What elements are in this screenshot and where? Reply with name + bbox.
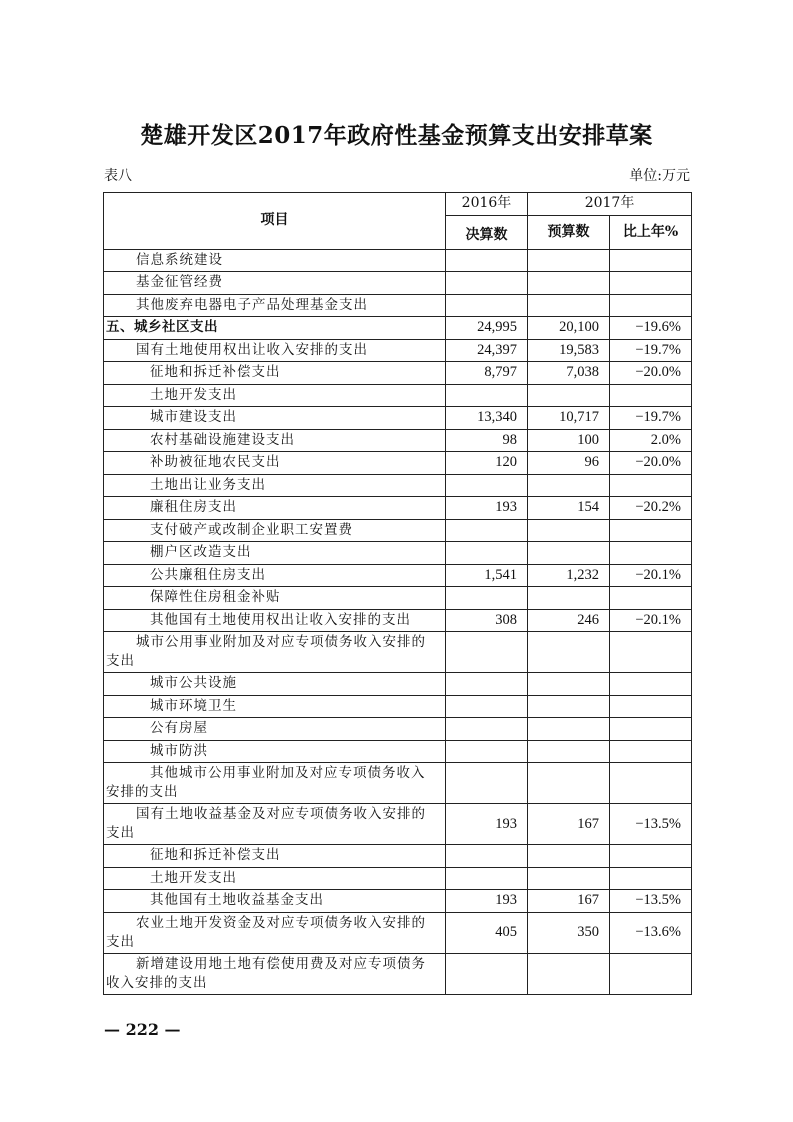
header-year-2016: 2016年 (446, 193, 528, 216)
table-row (104, 407, 692, 430)
table-row (104, 339, 692, 362)
row-item-label: 补助被征地农民支出 (104, 452, 446, 475)
row-item-label: 支付破产或改制企业职工安置费 (104, 519, 446, 542)
table-row (104, 740, 692, 763)
row-value-2017-budget (528, 587, 610, 610)
row-value-2016-final: 193 (446, 804, 528, 845)
row-value-2016-final: 120 (446, 452, 528, 475)
row-value-2017-budget: 350 (528, 912, 610, 953)
table-row (104, 564, 692, 587)
row-value-2017-budget: 100 (528, 429, 610, 452)
row-item-label: 城市环境卫生 (104, 695, 446, 718)
row-value-2016-final (446, 249, 528, 272)
table-row (104, 718, 692, 741)
table-row (104, 587, 692, 610)
row-value-2016-final (446, 384, 528, 407)
table-row (104, 384, 692, 407)
row-item-label: 城市防洪 (104, 740, 446, 763)
row-value-2017-budget (528, 384, 610, 407)
row-value-2017-budget: 246 (528, 609, 610, 632)
row-item-label: 其他废弃电器电子产品处理基金支出 (104, 294, 446, 317)
budget-table (103, 192, 692, 995)
header-year-2017: 2017年 (528, 193, 692, 216)
row-change-percent: −20.0% (610, 362, 692, 385)
table-row (104, 632, 692, 673)
row-item-label: 国有土地收益基金及对应专项债务收入安排的支出 (104, 804, 446, 845)
row-value-2016-final (446, 519, 528, 542)
row-item-label: 农村基础设施建设支出 (104, 429, 446, 452)
row-item-label: 土地开发支出 (104, 384, 446, 407)
row-change-percent: −20.1% (610, 564, 692, 587)
table-row (104, 763, 692, 804)
row-item-label: 新增建设用地土地有偿使用费及对应专项债务收入安排的支出 (104, 953, 446, 994)
row-change-percent: −13.5% (610, 804, 692, 845)
row-value-2017-budget: 7,038 (528, 362, 610, 385)
row-value-2017-budget (528, 474, 610, 497)
table-row (104, 362, 692, 385)
row-value-2017-budget (528, 718, 610, 741)
header-change: 比上年% (610, 215, 692, 249)
row-item-label: 国有土地使用权出让收入安排的支出 (104, 339, 446, 362)
row-value-2017-budget (528, 294, 610, 317)
row-value-2017-budget: 19,583 (528, 339, 610, 362)
table-row (104, 673, 692, 696)
row-value-2016-final: 13,340 (446, 407, 528, 430)
row-value-2016-final (446, 718, 528, 741)
row-change-percent (610, 673, 692, 696)
table-row (104, 912, 692, 953)
row-change-percent (610, 845, 692, 868)
row-item-label: 城市公共设施 (104, 673, 446, 696)
row-item-label: 棚户区改造支出 (104, 542, 446, 565)
table-row (104, 452, 692, 475)
table-row (104, 890, 692, 913)
row-value-2016-final: 193 (446, 890, 528, 913)
row-change-percent (610, 587, 692, 610)
row-item-label: 城市公用事业附加及对应专项债务收入安排的支出 (104, 632, 446, 673)
row-value-2016-final (446, 740, 528, 763)
row-item-label: 信息系统建设 (104, 249, 446, 272)
row-item-label: 保障性住房租金补贴 (104, 587, 446, 610)
row-change-percent: −13.6% (610, 912, 692, 953)
row-item-label: 其他城市公用事业附加及对应专项债务收入安排的支出 (104, 763, 446, 804)
row-value-2016-final (446, 845, 528, 868)
row-value-2016-final (446, 953, 528, 994)
page-number: — 222 — (104, 1020, 181, 1039)
row-value-2017-budget (528, 845, 610, 868)
row-value-2017-budget: 154 (528, 497, 610, 520)
row-item-label: 征地和拆迁补偿支出 (104, 362, 446, 385)
row-change-percent: 2.0% (610, 429, 692, 452)
table-row (104, 867, 692, 890)
row-change-percent: −19.7% (610, 407, 692, 430)
row-change-percent (610, 474, 692, 497)
row-value-2017-budget (528, 953, 610, 994)
row-value-2016-final (446, 763, 528, 804)
row-value-2016-final: 405 (446, 912, 528, 953)
row-value-2016-final (446, 673, 528, 696)
row-value-2016-final: 8,797 (446, 362, 528, 385)
row-item-label: 征地和拆迁补偿支出 (104, 845, 446, 868)
row-value-2017-budget (528, 632, 610, 673)
row-value-2017-budget: 1,232 (528, 564, 610, 587)
row-change-percent (610, 718, 692, 741)
row-value-2016-final (446, 695, 528, 718)
header-final: 决算数 (446, 215, 528, 249)
row-value-2017-budget (528, 673, 610, 696)
row-change-percent (610, 867, 692, 890)
table-row (104, 429, 692, 452)
row-value-2017-budget (528, 272, 610, 295)
row-value-2016-final (446, 542, 528, 565)
table-row (104, 474, 692, 497)
row-change-percent (610, 763, 692, 804)
table-number: 表八 (104, 168, 132, 184)
row-item-label: 公有房屋 (104, 718, 446, 741)
row-value-2017-budget: 96 (528, 452, 610, 475)
row-value-2017-budget (528, 763, 610, 804)
row-item-label: 土地出让业务支出 (104, 474, 446, 497)
row-value-2017-budget: 20,100 (528, 317, 610, 340)
table-row (104, 953, 692, 994)
header-item: 项目 (104, 193, 446, 250)
unit-label: 单位:万元 (629, 168, 690, 184)
row-change-percent (610, 384, 692, 407)
row-item-label: 城市建设支出 (104, 407, 446, 430)
row-value-2017-budget (528, 867, 610, 890)
row-item-label: 其他国有土地收益基金支出 (104, 890, 446, 913)
table-row (104, 609, 692, 632)
row-value-2017-budget (528, 740, 610, 763)
row-value-2016-final: 308 (446, 609, 528, 632)
row-value-2017-budget (528, 695, 610, 718)
header-budget: 预算数 (528, 215, 610, 249)
row-value-2016-final: 193 (446, 497, 528, 520)
table-row (104, 317, 692, 340)
row-value-2016-final: 98 (446, 429, 528, 452)
table-row (104, 272, 692, 295)
row-value-2016-final (446, 272, 528, 295)
row-value-2017-budget: 167 (528, 890, 610, 913)
row-value-2016-final (446, 294, 528, 317)
row-value-2017-budget (528, 249, 610, 272)
row-item-label: 五、城乡社区支出 (104, 317, 446, 340)
table-row (104, 519, 692, 542)
row-change-percent (610, 519, 692, 542)
row-item-label: 基金征管经费 (104, 272, 446, 295)
row-value-2016-final (446, 632, 528, 673)
row-change-percent (610, 953, 692, 994)
row-value-2016-final (446, 587, 528, 610)
table-row (104, 249, 692, 272)
row-change-percent: −19.7% (610, 339, 692, 362)
row-change-percent: −20.1% (610, 609, 692, 632)
document-title: 楚雄开发区2017年政府性基金预算支出安排草案 (140, 122, 653, 149)
row-change-percent (610, 249, 692, 272)
row-item-label: 公共廉租住房支出 (104, 564, 446, 587)
row-change-percent (610, 695, 692, 718)
row-value-2016-final: 24,397 (446, 339, 528, 362)
table-row (104, 804, 692, 845)
table-row (104, 497, 692, 520)
row-value-2016-final: 1,541 (446, 564, 528, 587)
row-change-percent (610, 542, 692, 565)
row-item-label: 其他国有土地使用权出让收入安排的支出 (104, 609, 446, 632)
table-row (104, 542, 692, 565)
row-item-label: 农业土地开发资金及对应专项债务收入安排的支出 (104, 912, 446, 953)
row-value-2017-budget: 167 (528, 804, 610, 845)
row-change-percent (610, 740, 692, 763)
row-change-percent: −19.6% (610, 317, 692, 340)
row-change-percent: −20.2% (610, 497, 692, 520)
row-value-2017-budget: 10,717 (528, 407, 610, 430)
row-value-2017-budget (528, 542, 610, 565)
row-change-percent (610, 632, 692, 673)
row-change-percent: −13.5% (610, 890, 692, 913)
table-row (104, 695, 692, 718)
row-value-2017-budget (528, 519, 610, 542)
row-value-2016-final: 24,995 (446, 317, 528, 340)
table-row (104, 845, 692, 868)
row-item-label: 土地开发支出 (104, 867, 446, 890)
row-change-percent (610, 294, 692, 317)
row-change-percent: −20.0% (610, 452, 692, 475)
row-value-2016-final (446, 474, 528, 497)
row-change-percent (610, 272, 692, 295)
row-item-label: 廉租住房支出 (104, 497, 446, 520)
table-row (104, 294, 692, 317)
row-value-2016-final (446, 867, 528, 890)
